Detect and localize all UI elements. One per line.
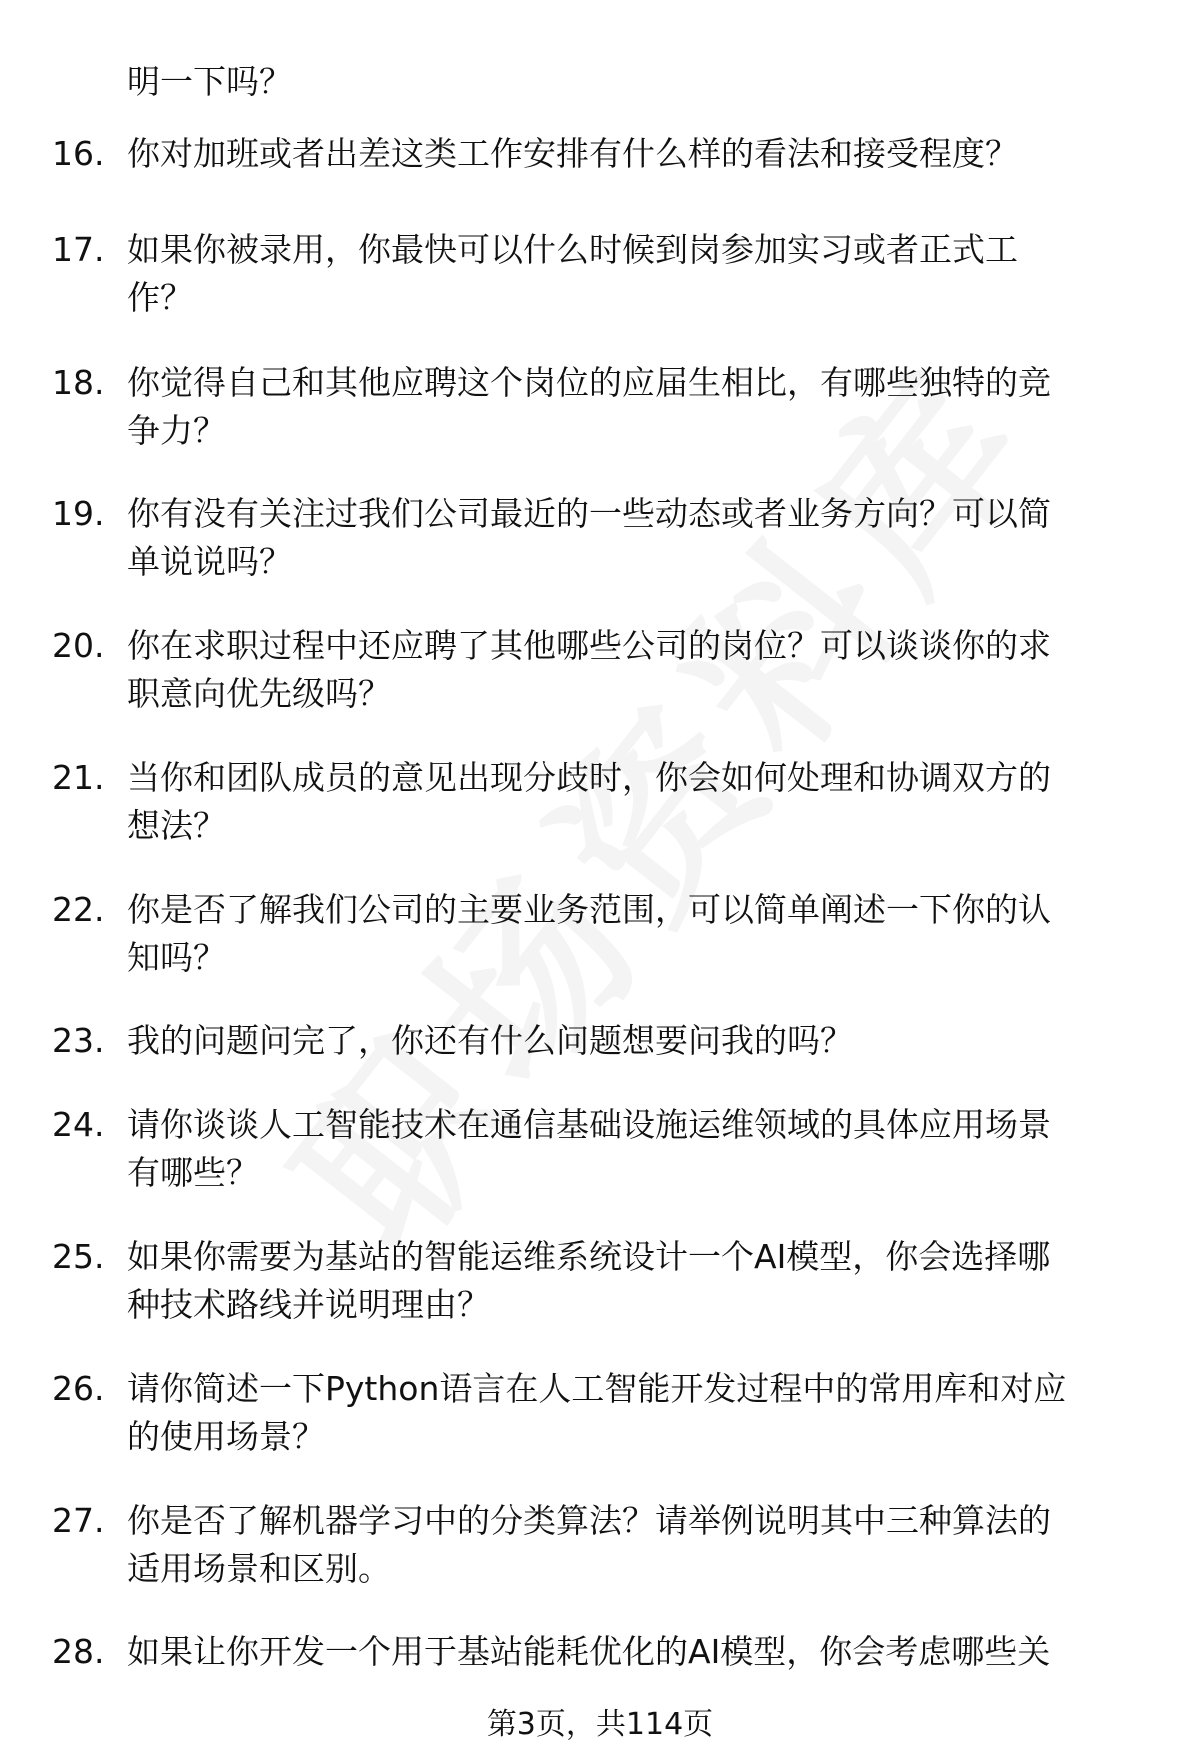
item-number: 25. (52, 1237, 105, 1276)
item-text: 如果你被录用，你最快可以什么时候到岗参加实习或者正式工 作？ (127, 230, 1018, 317)
item-text: 当你和团队成员的意见出现分歧时，你会如何处理和协调双方的 想法？ (127, 758, 1051, 845)
item-number: 27. (52, 1501, 105, 1540)
item-text: 我的问题问完了，你还有什么问题想要问我的吗？ (127, 1021, 853, 1060)
page-number-footer: 第3页，共114页 (486, 1707, 714, 1742)
item-text: 请你简述一下Python语言在人工智能开发过程中的常用库和对应 的使用场景？ (127, 1369, 1067, 1456)
continuation-text: 明一下吗？ (127, 62, 292, 101)
item-text: 你是否了解机器学习中的分类算法？请举例说明其中三种算法的 适用场景和区别。 (127, 1501, 1051, 1588)
item-number: 16. (52, 134, 105, 173)
item-number: 23. (52, 1021, 105, 1060)
item-number: 26. (52, 1369, 105, 1408)
item-number: 24. (52, 1105, 105, 1144)
item-number: 18. (52, 363, 105, 402)
item-text: 如果你需要为基站的智能运维系统设计一个AI模型，你会选择哪 种技术路线并说明理由？ (127, 1237, 1051, 1324)
item-number: 28. (52, 1632, 105, 1671)
item-number: 21. (52, 758, 105, 797)
item-text: 你有没有关注过我们公司最近的一些动态或者业务方向？可以简 单说说吗？ (127, 494, 1051, 581)
item-number: 22. (52, 890, 105, 929)
item-text: 如果让你开发一个用于基站能耗优化的AI模型，你会考虑哪些关 (127, 1632, 1051, 1671)
item-text: 你是否了解我们公司的主要业务范围，可以简单阐述一下你的认 知吗？ (127, 890, 1051, 977)
item-number: 17. (52, 230, 105, 269)
item-number: 20. (52, 626, 105, 665)
item-text: 你对加班或者出差这类工作安排有什么样的看法和接受程度？ (127, 134, 1018, 173)
item-number: 19. (52, 494, 105, 533)
item-text: 请你谈谈人工智能技术在通信基础设施运维领域的具体应用场景 有哪些？ (127, 1105, 1051, 1192)
item-text: 你觉得自己和其他应聘这个岗位的应届生相比，有哪些独特的竞 争力？ (127, 363, 1051, 450)
item-text: 你在求职过程中还应聘了其他哪些公司的岗位？可以谈谈你的求 职意向优先级吗？ (127, 626, 1051, 713)
